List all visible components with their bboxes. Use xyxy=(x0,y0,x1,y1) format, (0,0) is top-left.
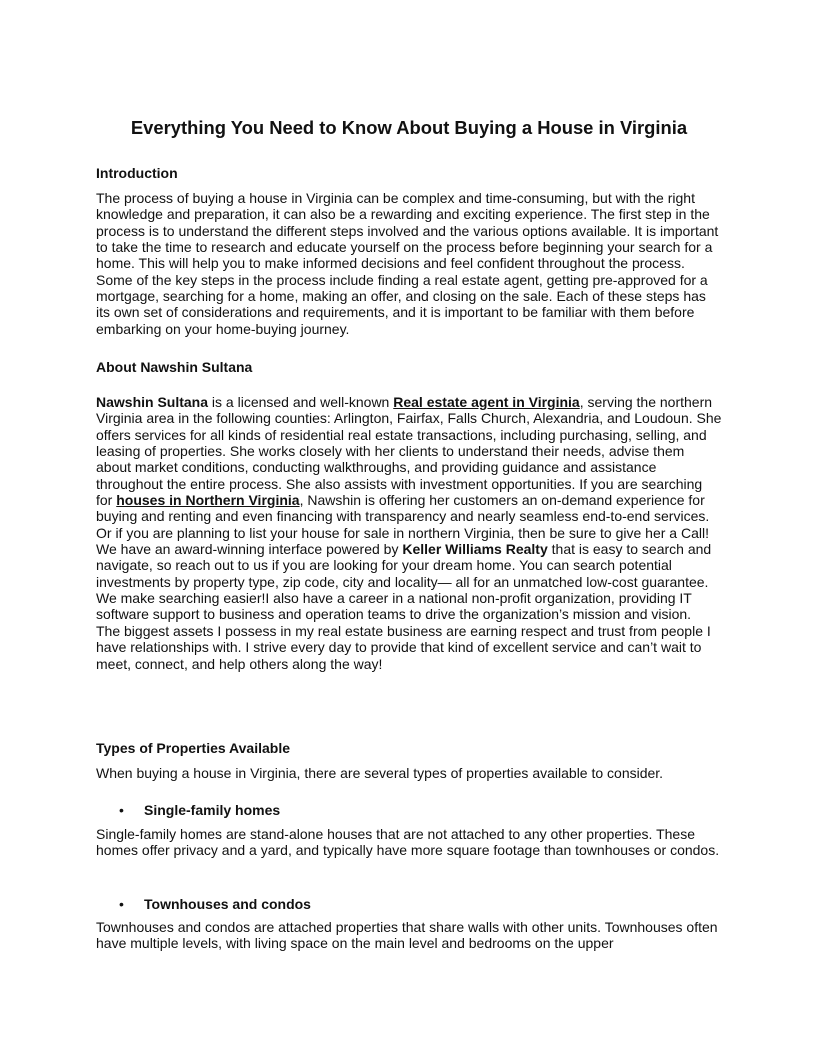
property-types-intro: When buying a house in Virginia, there are several types of properties available to consider. xyxy=(96,765,664,781)
about-paragraph xyxy=(96,394,722,672)
property-types-heading: Types of Properties Available xyxy=(96,740,290,756)
real-estate-agent-link[interactable]: Real estate agent in Virginia xyxy=(393,394,580,410)
single-family-label: Single-family homes xyxy=(144,802,281,818)
single-family-description: Single-family homes are stand-alone houses that are not attached to any other properties. These homes offer privacy and a yard, and typically have more square footage than townhouses or condos. xyxy=(96,826,720,859)
about-paragraph-2: The biggest assets I possess in my real estate business are earning respect and trust from people I have relationships with. I strive every day to provide that kind of excellent service and can’t wait to meet, connect, and help others along the way! xyxy=(96,622,711,672)
introduction-paragraph: The process of buying a house in Virginia can be complex and time-consuming, but with the right knowledge and preparation, it can also be a rewarding and exciting experience. The first step in the process is to understand the different steps involved and the various options available. It is important to take the time to research and educate yourself on the process before beginning your search for a home. This will help you to make informed decisions and feel confident throughout the process. Some of the key steps in the process include finding a real estate agent, getting pre-approved for a mortgage, searching for a home, making an offer, and closing on the sale. Each of these steps has its own set of considerations and requirements, and it is important to be familiar with them before embarking on your home-buying journey. xyxy=(96,190,719,337)
about-text-1: is a licensed and well-known xyxy=(208,394,394,410)
about-text-3: , Nawshin is offering her customers an on-demand experience for buying and renting and even financing with transparency and nearly seamless end-to-end services. Or if you are planning to list your house for sale in northern Virginia, then be sure to give her a Call! We have an award-winning interface powered by xyxy=(96,492,710,558)
document-title: Everything You Need to Know About Buying a House in Virginia xyxy=(130,117,688,138)
brokerage-name: Keller Williams Realty xyxy=(402,541,548,558)
about-text-4: that is easy to search and navigate, so reach out to us if you are looking for your dream home. You can search potential investments by property type, zip code, city and locality— all for an unmatched low-cost guarantee. We make searching easier!I also have a career in a national non-profit organization, providing IT software support to business and operation teams to drive the organization’s mission and vision. xyxy=(96,541,712,623)
agent-name: Nawshin Sultana xyxy=(96,394,209,410)
introduction-heading: Introduction xyxy=(96,165,178,181)
about-heading: About Nawshin Sultana xyxy=(96,359,253,375)
about-text-2: , serving the northern Virginia area in the following counties: Arlington, Fairfax, Falls Church, Alexandria, and Loudoun. She offers services for all kinds of residential real estate transactions, including purchasing, selling, and leasing of properties. She works closely with her clients to understand their needs, advise them about market conditions, conducting walkthroughs, and providing guidance and assistance throughout the entire process. She also assists with investment opportunities. If you are searching for xyxy=(96,394,722,509)
houses-northern-virginia-link[interactable]: houses in Northern Virginia xyxy=(116,492,300,509)
townhouses-condos-label: Townhouses and condos xyxy=(144,896,311,912)
bullet-icon: • xyxy=(119,802,124,818)
bullet-icon: • xyxy=(119,896,124,912)
townhouses-condos-description: Townhouses and condos are attached properties that share walls with other units. Townhouses often have multiple levels, with living space on the main level and bedrooms on the upper xyxy=(96,919,718,952)
